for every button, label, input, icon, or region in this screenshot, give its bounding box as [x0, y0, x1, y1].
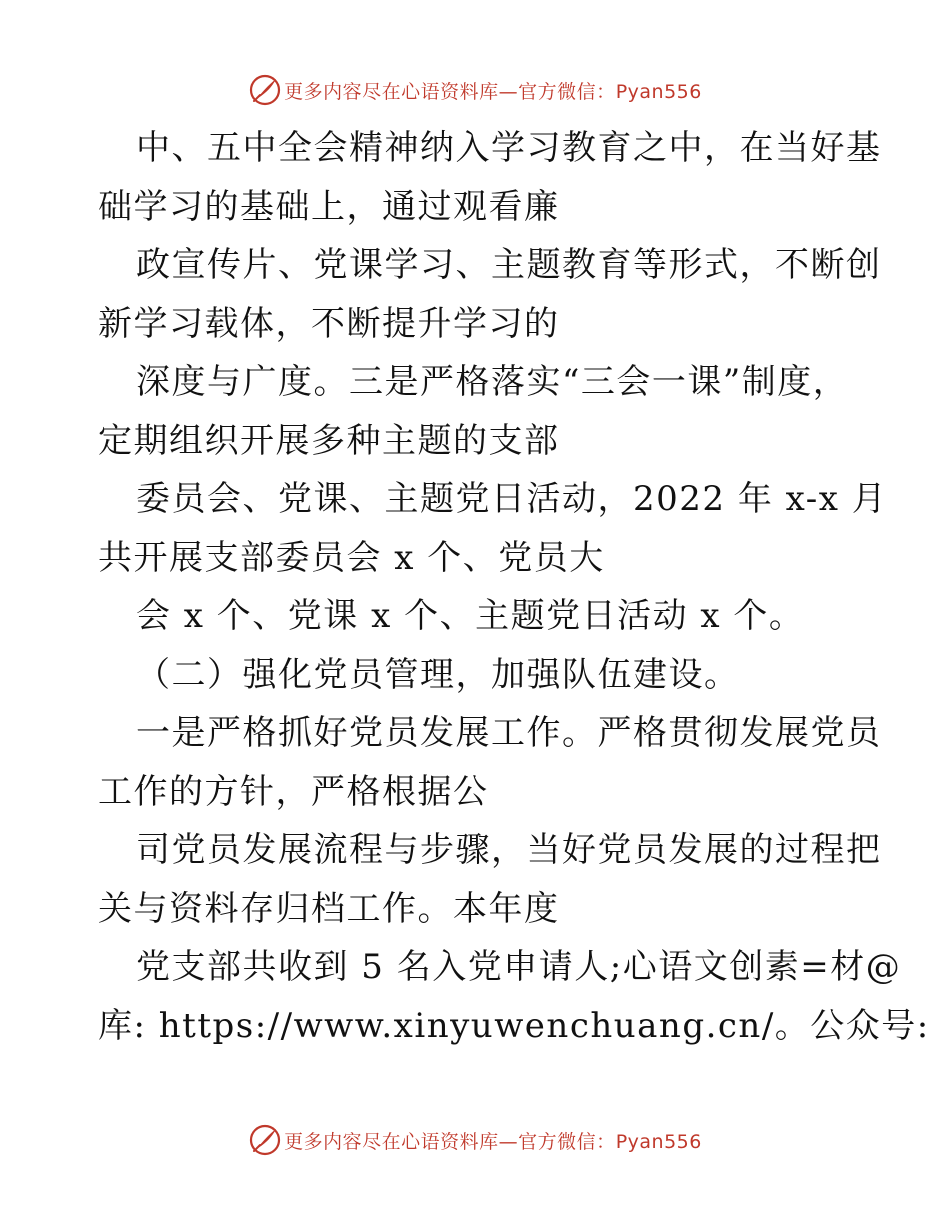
text-line: 司党员发展流程与步骤，当好党员发展的过程把	[136, 830, 882, 870]
section-heading: （二）强化党员管理，加强队伍建设。	[136, 654, 740, 695]
watermark-wechat-id: Pyan556	[615, 80, 702, 103]
watermark-wechat-label: 官方微信：	[518, 80, 616, 103]
text-line: 库: https://www.xinyuwenchuang.cn/。公众号:	[98, 1005, 930, 1046]
feather-pen-logo-icon	[248, 73, 282, 107]
text-line: 委员会、党课、主题党日活动，2022 年 x-x 月	[136, 479, 888, 519]
footer-watermark-banner	[0, 1118, 950, 1162]
header-watermark-banner	[0, 68, 950, 112]
watermark-wechat-label: 官方微信：	[518, 1130, 616, 1153]
watermark-text	[284, 1127, 702, 1154]
text-line: 政宣传片、党课学习、主题教育等形式，不断创	[136, 245, 882, 285]
document-body	[98, 119, 930, 1055]
watermark-separator: —	[498, 80, 519, 103]
text-line: 础学习的基础上，通过观看廉	[98, 186, 560, 227]
watermark-wechat-id: Pyan556	[615, 1130, 702, 1153]
watermark-main-text: 更多内容尽在心语资料库	[284, 1130, 499, 1153]
text-line: 党支部共收到 5 名入党申请人;心语文创素=材@	[136, 947, 902, 987]
text-line: 一是严格抓好党员发展工作。严格贯彻发展党员	[136, 713, 882, 753]
text-line: 中、五中全会精神纳入学习教育之中，在当好基	[136, 128, 882, 168]
text-line: 工作的方针，严格根据公	[98, 771, 489, 812]
text-line: 会 x 个、党课 x 个、主题党日活动 x 个。	[136, 596, 805, 636]
text-line: 关与资料存归档工作。本年度	[98, 888, 560, 929]
text-line: 新学习载体，不断提升学习的	[98, 303, 560, 344]
watermark-separator: —	[498, 1130, 519, 1153]
watermark-text	[284, 77, 702, 104]
text-line: 深度与广度。三是严格落实“三会一课”制度，	[136, 362, 849, 402]
text-line: 共开展支部委员会 x 个、党员大	[98, 537, 605, 578]
feather-pen-logo-icon	[248, 1123, 282, 1157]
text-line: 定期组织开展多种主题的支部	[98, 420, 560, 461]
watermark-main-text: 更多内容尽在心语资料库	[284, 80, 499, 103]
